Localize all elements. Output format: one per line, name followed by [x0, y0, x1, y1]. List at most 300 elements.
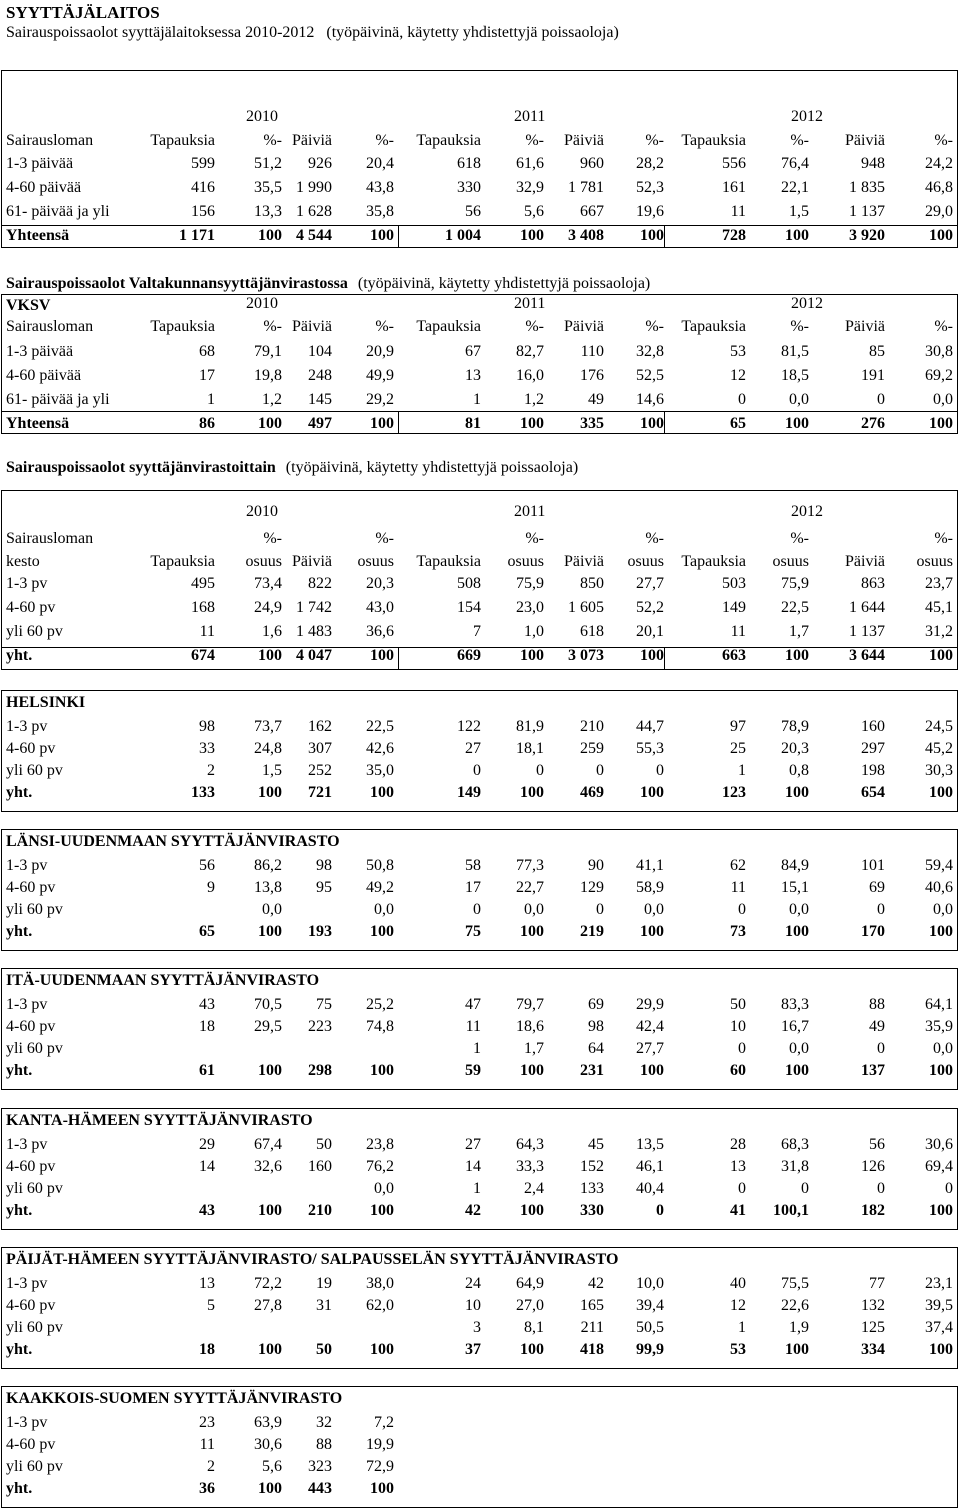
row-label: yht. [6, 1062, 33, 1079]
cell-pct-2012: 1,9 [789, 1319, 809, 1336]
cell-paivia-2010: 323 [308, 1458, 332, 1475]
cell-pct2-2012: 0,0 [933, 901, 953, 918]
cell-pct-2011: 2,4 [524, 1180, 544, 1197]
col-header-osuus: osuus [357, 553, 394, 570]
cell-pct-2011: 22,7 [516, 879, 544, 896]
cell-pct-2010: 86,2 [254, 857, 282, 874]
divider [664, 411, 665, 433]
cell-paivia-2010: 19 [316, 1275, 332, 1292]
cell-pct-2010: 100 [258, 1341, 282, 1358]
row-label: Sairausloman [6, 318, 94, 335]
row-label: 4-60 pv [6, 740, 56, 757]
cell-tapauksia-2011: 58 [465, 857, 481, 874]
cell-paivia-2011: 133 [580, 1180, 604, 1197]
cell-paivia-2010: 4 544 [296, 227, 332, 244]
cell-tapauksia-2010: 168 [191, 599, 215, 616]
cell-pct2-2011: 28,2 [636, 155, 664, 172]
row-label: 1-3 pv [6, 1414, 48, 1431]
cell-pct2-2012: 45,2 [925, 740, 953, 757]
cell-paivia-2012: 948 [861, 155, 885, 172]
cell-paivia-2011: 618 [580, 623, 604, 640]
year-header-2010: 2010 [246, 503, 278, 520]
cell-pct2-2011: 58,9 [636, 879, 664, 896]
cell-paivia-2010: 4 047 [296, 647, 332, 664]
cell-pct2-2011: 32,8 [636, 343, 664, 360]
cell-pct2-2010: 100 [370, 923, 394, 940]
cell-tapauksia-2012: 161 [722, 179, 746, 196]
cell-pct-2010: 100 [258, 647, 282, 664]
col-header-pct: %- [263, 530, 282, 547]
cell-pct-2011: 100 [520, 1062, 544, 1079]
cell-pct-2010: 1,2 [262, 391, 282, 408]
cell-pct2-2011: 40,4 [636, 1180, 664, 1197]
cell-paivia-2012: 276 [861, 415, 885, 432]
col-header-pct: %- [375, 132, 394, 149]
col-header-osuus: osuus [916, 553, 953, 570]
cell-tapauksia-2012: 53 [730, 343, 746, 360]
col-header-tapauksia: Tapauksia [150, 553, 215, 570]
cell-tapauksia-2011: 11 [465, 1018, 481, 1035]
row-label: 1-3 pv [6, 575, 48, 592]
cell-pct2-2010: 100 [370, 227, 394, 244]
cell-pct2-2010: 100 [370, 784, 394, 801]
year-header-2011: 2011 [514, 295, 546, 312]
col-header-paivia: Päiviä [564, 318, 604, 335]
cell-paivia-2010: 298 [308, 1062, 332, 1079]
col-header-pct: %- [525, 318, 544, 335]
cell-paivia-2010: 497 [308, 415, 332, 432]
cell-tapauksia-2010: 65 [199, 923, 215, 940]
cell-pct-2012: 100 [785, 647, 809, 664]
row-label: 1-3 pv [6, 996, 48, 1013]
cell-tapauksia-2011: 10 [465, 1297, 481, 1314]
row-label: 4-60 pv [6, 1436, 56, 1453]
cell-paivia-2010: 88 [316, 1436, 332, 1453]
section-title-note: (työpäivinä, käytetty yhdistettyjä poissaoloja) [285, 459, 579, 476]
cell-tapauksia-2010: 1 171 [179, 227, 215, 244]
cell-pct2-2011: 55,3 [636, 740, 664, 757]
cell-paivia-2011: 110 [580, 343, 604, 360]
row-label: yht. [6, 1480, 33, 1497]
col-header-pct: %- [645, 132, 664, 149]
cell-paivia-2010: 160 [308, 1158, 332, 1175]
cell-paivia-2012: 182 [861, 1202, 885, 1219]
cell-pct2-2010: 20,9 [366, 343, 394, 360]
cell-pct-2010: 51,2 [254, 155, 282, 172]
cell-pct2-2012: 100 [929, 1202, 953, 1219]
cell-pct2-2010: 100 [370, 415, 394, 432]
cell-paivia-2012: 49 [869, 1018, 885, 1035]
cell-pct2-2010: 72,9 [366, 1458, 394, 1475]
cell-tapauksia-2010: 133 [191, 784, 215, 801]
col-header-paivia: Päiviä [292, 132, 332, 149]
cell-pct2-2010: 49,2 [366, 879, 394, 896]
cell-pct-2012: 0,0 [789, 901, 809, 918]
cell-pct2-2010: 100 [370, 1480, 394, 1497]
cell-paivia-2010: 1 628 [296, 203, 332, 220]
cell-paivia-2010: 75 [316, 996, 332, 1013]
cell-pct2-2011: 52,3 [636, 179, 664, 196]
cell-pct2-2010: 35,8 [366, 203, 394, 220]
cell-tapauksia-2011: 56 [465, 203, 481, 220]
cell-pct-2011: 0,0 [524, 901, 544, 918]
row-label: yli 60 pv [6, 762, 63, 779]
row-label: 4-60 päivää [6, 179, 82, 196]
cell-paivia-2012: 56 [869, 1136, 885, 1153]
cell-paivia-2010: 210 [308, 1202, 332, 1219]
row-label: 1-3 päivää [6, 343, 74, 360]
cell-pct-2011: 1,2 [524, 391, 544, 408]
cell-paivia-2011: 1 781 [568, 179, 604, 196]
row-label: 1-3 pv [6, 1275, 48, 1292]
cell-paivia-2011: 64 [588, 1040, 604, 1057]
cell-tapauksia-2012: 50 [730, 996, 746, 1013]
cell-pct-2010: 72,2 [254, 1275, 282, 1292]
cell-pct-2011: 79,7 [516, 996, 544, 1013]
cell-pct-2012: 100,1 [773, 1202, 809, 1219]
cell-pct2-2011: 20,1 [636, 623, 664, 640]
cell-pct2-2010: 100 [370, 1062, 394, 1079]
cell-tapauksia-2012: 62 [730, 857, 746, 874]
cell-tapauksia-2011: 122 [457, 718, 481, 735]
divider [398, 647, 399, 669]
cell-pct-2010: 100 [258, 1062, 282, 1079]
row-label: Yhteensä [6, 227, 70, 244]
cell-tapauksia-2012: 0 [738, 391, 746, 408]
cell-tapauksia-2012: 149 [722, 599, 746, 616]
col-header-pct: %- [525, 132, 544, 149]
cell-paivia-2010: 926 [308, 155, 332, 172]
cell-paivia-2010: 104 [308, 343, 332, 360]
cell-paivia-2011: 42 [588, 1275, 604, 1292]
year-header-2011: 2011 [514, 108, 546, 125]
cell-pct-2012: 100 [785, 227, 809, 244]
cell-tapauksia-2012: 1 [738, 762, 746, 779]
cell-tapauksia-2012: 123 [722, 784, 746, 801]
row-label: yli 60 pv [6, 623, 63, 640]
cell-tapauksia-2010: 9 [207, 879, 215, 896]
cell-pct-2010: 70,5 [254, 996, 282, 1013]
cell-pct2-2010: 20,3 [366, 575, 394, 592]
cell-pct-2012: 0,0 [789, 391, 809, 408]
cell-tapauksia-2012: 728 [722, 227, 746, 244]
cell-pct-2011: 82,7 [516, 343, 544, 360]
cell-paivia-2012: 125 [861, 1319, 885, 1336]
cell-tapauksia-2010: 416 [191, 179, 215, 196]
cell-tapauksia-2012: 53 [730, 1341, 746, 1358]
cell-pct-2010: 29,5 [254, 1018, 282, 1035]
divider [398, 411, 399, 433]
cell-paivia-2011: 49 [588, 391, 604, 408]
document-subtitle [6, 24, 619, 42]
cell-tapauksia-2010: 68 [199, 343, 215, 360]
cell-pct2-2010: 50,8 [366, 857, 394, 874]
col-header-pct: %- [934, 530, 953, 547]
cell-tapauksia-2011: 0 [473, 762, 481, 779]
cell-pct2-2010: 100 [370, 1341, 394, 1358]
cell-pct-2010: 13,8 [254, 879, 282, 896]
cell-pct2-2011: 39,4 [636, 1297, 664, 1314]
cell-tapauksia-2012: 12 [730, 367, 746, 384]
row-label: yli 60 pv [6, 1180, 63, 1197]
cell-tapauksia-2012: 28 [730, 1136, 746, 1153]
cell-pct2-2010: 20,4 [366, 155, 394, 172]
cell-tapauksia-2010: 5 [207, 1297, 215, 1314]
cell-pct-2012: 68,3 [781, 1136, 809, 1153]
divider [398, 225, 399, 247]
cell-pct-2010: 100 [258, 1480, 282, 1497]
cell-paivia-2011: 330 [580, 1202, 604, 1219]
cell-paivia-2012: 3 644 [849, 647, 885, 664]
cell-paivia-2011: 850 [580, 575, 604, 592]
section-title-main: Sairauspoissaolot syyttäjänvirastoittain [6, 459, 276, 476]
cell-pct2-2010: 0,0 [374, 1180, 394, 1197]
row-label: yht. [6, 923, 33, 940]
cell-tapauksia-2010: 674 [191, 647, 215, 664]
cell-pct2-2010: 35,0 [366, 762, 394, 779]
cell-tapauksia-2010: 86 [199, 415, 215, 432]
cell-pct-2012: 76,4 [781, 155, 809, 172]
cell-paivia-2010: 193 [308, 923, 332, 940]
col-header-tapauksia: Tapauksia [681, 553, 746, 570]
cell-pct2-2011: 14,6 [636, 391, 664, 408]
cell-pct2-2010: 36,6 [366, 623, 394, 640]
cell-tapauksia-2012: 12 [730, 1297, 746, 1314]
col-header-tapauksia: Tapauksia [150, 132, 215, 149]
cell-tapauksia-2012: 663 [722, 647, 746, 664]
cell-tapauksia-2010: 1 [207, 391, 215, 408]
year-header-2012: 2012 [791, 503, 823, 520]
cell-pct-2010: 73,4 [254, 575, 282, 592]
cell-pct2-2010: 7,2 [374, 1414, 394, 1431]
cell-tapauksia-2010: 18 [199, 1341, 215, 1358]
cell-tapauksia-2010: 17 [199, 367, 215, 384]
cell-paivia-2010: 50 [316, 1341, 332, 1358]
cell-paivia-2011: 231 [580, 1062, 604, 1079]
row-label: Yhteensä [6, 415, 70, 432]
cell-paivia-2011: 335 [580, 415, 604, 432]
col-header-paivia: Päiviä [845, 318, 885, 335]
cell-paivia-2011: 211 [580, 1319, 604, 1336]
cell-pct-2011: 77,3 [516, 857, 544, 874]
cell-pct2-2012: 31,2 [925, 623, 953, 640]
cell-pct2-2011: 10,0 [636, 1275, 664, 1292]
cell-pct2-2012: 59,4 [925, 857, 953, 874]
office-name: PÄIJÄT-HÄMEEN SYYTTÄJÄNVIRASTO/ SALPAUSSELÄN SYYTTÄJÄNVIRASTO [6, 1251, 619, 1268]
cell-pct-2012: 31,8 [781, 1158, 809, 1175]
office-name: HELSINKI [6, 694, 86, 711]
cell-paivia-2012: 0 [877, 1180, 885, 1197]
cell-paivia-2012: 85 [869, 343, 885, 360]
cell-tapauksia-2010: 61 [199, 1062, 215, 1079]
col-header-pct: %- [934, 318, 953, 335]
cell-tapauksia-2012: 97 [730, 718, 746, 735]
cell-paivia-2012: 191 [861, 367, 885, 384]
cell-tapauksia-2010: 14 [199, 1158, 215, 1175]
cell-pct2-2012: 100 [929, 1341, 953, 1358]
cell-pct-2010: 1,5 [262, 762, 282, 779]
cell-paivia-2011: 3 073 [568, 647, 604, 664]
row-label: 61- päivää ja yli [6, 203, 110, 220]
cell-pct-2011: 100 [520, 1341, 544, 1358]
cell-paivia-2010: 1 483 [296, 623, 332, 640]
office-name: KAAKKOIS-SUOMEN SYYTTÄJÄNVIRASTO [6, 1390, 343, 1407]
cell-pct-2012: 22,6 [781, 1297, 809, 1314]
cell-pct2-2012: 100 [929, 647, 953, 664]
cell-paivia-2011: 45 [588, 1136, 604, 1153]
cell-tapauksia-2010: 36 [199, 1480, 215, 1497]
year-header-2010: 2010 [246, 108, 278, 125]
cell-tapauksia-2011: 3 [473, 1319, 481, 1336]
cell-pct2-2012: 39,5 [925, 1297, 953, 1314]
cell-paivia-2011: 210 [580, 718, 604, 735]
cell-pct-2010: 19,8 [254, 367, 282, 384]
cell-pct-2011: 100 [520, 923, 544, 940]
cell-paivia-2010: 252 [308, 762, 332, 779]
cell-tapauksia-2011: 27 [465, 740, 481, 757]
section-title-virastoittain [6, 459, 578, 477]
col-header-pct: %- [790, 530, 809, 547]
cell-tapauksia-2012: 13 [730, 1158, 746, 1175]
col-header-osuus: osuus [507, 553, 544, 570]
cell-tapauksia-2011: 59 [465, 1062, 481, 1079]
cell-paivia-2010: 721 [308, 784, 332, 801]
cell-pct2-2012: 0 [945, 1180, 953, 1197]
cell-paivia-2011: 1 605 [568, 599, 604, 616]
cell-pct2-2012: 35,9 [925, 1018, 953, 1035]
cell-pct-2010: 67,4 [254, 1136, 282, 1153]
cell-pct-2011: 75,9 [516, 575, 544, 592]
cell-tapauksia-2010: 18 [199, 1018, 215, 1035]
cell-pct2-2012: 69,4 [925, 1158, 953, 1175]
cell-tapauksia-2011: 67 [465, 343, 481, 360]
cell-pct-2011: 100 [520, 1202, 544, 1219]
cell-pct-2012: 22,1 [781, 179, 809, 196]
cell-pct2-2010: 0,0 [374, 901, 394, 918]
cell-pct-2012: 22,5 [781, 599, 809, 616]
cell-pct-2010: 30,6 [254, 1436, 282, 1453]
cell-pct-2012: 18,5 [781, 367, 809, 384]
cell-tapauksia-2011: 17 [465, 879, 481, 896]
col-header-pct: %- [263, 132, 282, 149]
cell-pct-2012: 1,5 [789, 203, 809, 220]
cell-paivia-2010: 443 [308, 1480, 332, 1497]
col-header-osuus: osuus [772, 553, 809, 570]
cell-paivia-2011: 3 408 [568, 227, 604, 244]
cell-pct-2010: 32,6 [254, 1158, 282, 1175]
cell-pct2-2010: 76,2 [366, 1158, 394, 1175]
col-header-tapauksia: Tapauksia [416, 553, 481, 570]
cell-paivia-2011: 418 [580, 1341, 604, 1358]
row-label: Sairausloman [6, 132, 94, 149]
cell-pct2-2010: 49,9 [366, 367, 394, 384]
cell-paivia-2010: 31 [316, 1297, 332, 1314]
cell-paivia-2012: 1 137 [849, 203, 885, 220]
cell-tapauksia-2011: 24 [465, 1275, 481, 1292]
cell-pct-2010: 24,9 [254, 599, 282, 616]
row-label: 61- päivää ja yli [6, 391, 110, 408]
cell-pct2-2010: 25,2 [366, 996, 394, 1013]
cell-tapauksia-2010: 56 [199, 857, 215, 874]
cell-pct2-2010: 42,6 [366, 740, 394, 757]
row-label: 4-60 pv [6, 599, 56, 616]
col-header-paivia: Päiviä [292, 553, 332, 570]
cell-tapauksia-2011: 508 [457, 575, 481, 592]
cell-pct-2012: 100 [785, 415, 809, 432]
cell-tapauksia-2011: 0 [473, 901, 481, 918]
cell-pct2-2011: 50,5 [636, 1319, 664, 1336]
cell-tapauksia-2010: 29 [199, 1136, 215, 1153]
cell-paivia-2011: 469 [580, 784, 604, 801]
cell-pct2-2012: 23,1 [925, 1275, 953, 1292]
cell-tapauksia-2010: 156 [191, 203, 215, 220]
document-title: SYYTTÄJÄLAITOS [6, 3, 160, 22]
cell-tapauksia-2011: 1 004 [445, 227, 481, 244]
cell-paivia-2012: 1 137 [849, 623, 885, 640]
cell-tapauksia-2011: 42 [465, 1202, 481, 1219]
cell-paivia-2011: 219 [580, 923, 604, 940]
cell-pct-2010: 73,7 [254, 718, 282, 735]
cell-paivia-2010: 32 [316, 1414, 332, 1431]
total-separator [1, 411, 957, 412]
cell-pct2-2011: 27,7 [636, 1040, 664, 1057]
cell-pct-2011: 0 [536, 762, 544, 779]
cell-paivia-2012: 3 920 [849, 227, 885, 244]
cell-pct-2011: 64,9 [516, 1275, 544, 1292]
cell-paivia-2011: 98 [588, 1018, 604, 1035]
col-header-pct: %- [525, 530, 544, 547]
cell-pct2-2010: 100 [370, 1202, 394, 1219]
cell-pct-2011: 100 [520, 784, 544, 801]
cell-pct2-2012: 100 [929, 227, 953, 244]
row-label: 4-60 päivää [6, 367, 82, 384]
section-title-main: Sairauspoissaolot Valtakunnansyyttäjänvirastossa [6, 275, 348, 292]
cell-pct2-2012: 40,6 [925, 879, 953, 896]
cell-tapauksia-2010: 33 [199, 740, 215, 757]
cell-pct2-2011: 0 [656, 762, 664, 779]
cell-pct2-2012: 37,4 [925, 1319, 953, 1336]
cell-pct2-2012: 24,2 [925, 155, 953, 172]
cell-pct-2010: 100 [258, 415, 282, 432]
cell-paivia-2012: 88 [869, 996, 885, 1013]
cell-pct-2010: 27,8 [254, 1297, 282, 1314]
cell-paivia-2011: 0 [596, 762, 604, 779]
row-label: 4-60 pv [6, 1158, 56, 1175]
cell-pct-2012: 84,9 [781, 857, 809, 874]
cell-pct2-2010: 43,8 [366, 179, 394, 196]
cell-tapauksia-2010: 11 [199, 623, 215, 640]
row-label: yli 60 pv [6, 1040, 63, 1057]
cell-pct-2010: 79,1 [254, 343, 282, 360]
cell-pct2-2011: 52,2 [636, 599, 664, 616]
cell-pct-2011: 1,0 [524, 623, 544, 640]
cell-tapauksia-2012: 556 [722, 155, 746, 172]
col-header-paivia: Päiviä [845, 132, 885, 149]
col-header-paivia: Päiviä [564, 132, 604, 149]
cell-pct2-2011: 99,9 [636, 1341, 664, 1358]
cell-tapauksia-2011: 14 [465, 1158, 481, 1175]
cell-pct-2012: 1,7 [789, 623, 809, 640]
col-header-pct: %- [934, 132, 953, 149]
cell-pct2-2012: 100 [929, 1062, 953, 1079]
col-header-pct: %- [375, 530, 394, 547]
cell-tapauksia-2012: 65 [730, 415, 746, 432]
subtitle-note: (työpäivinä, käytetty yhdistettyjä poissaoloja) [326, 24, 619, 41]
cell-pct-2012: 100 [785, 1062, 809, 1079]
cell-paivia-2011: 129 [580, 879, 604, 896]
cell-pct-2010: 1,6 [262, 623, 282, 640]
cell-pct-2011: 16,0 [516, 367, 544, 384]
